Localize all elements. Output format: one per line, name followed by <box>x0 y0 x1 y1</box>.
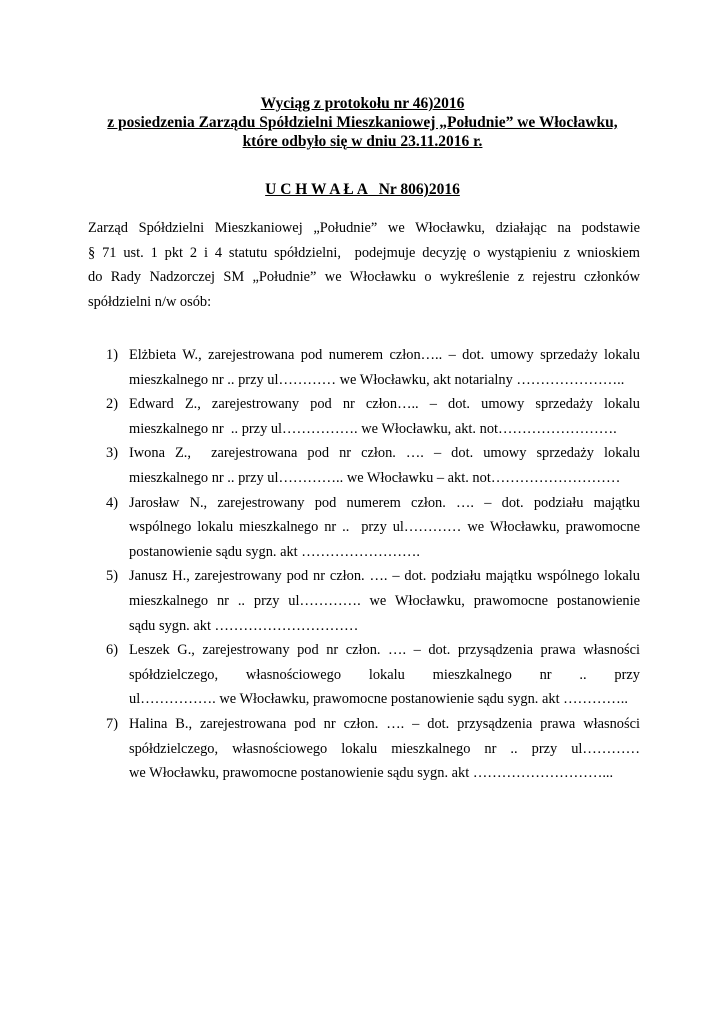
list-item-line: spółdzielczego, własnościowego lokalu mieszkalnego nr .. przy ul………… <box>129 740 640 757</box>
list-item-line: Elżbieta W., zarejestrowana pod numerem człon….. – dot. umowy sprzedaży lokalu <box>129 347 640 363</box>
list-item-number: 3) <box>106 445 118 462</box>
list-item-number: 7) <box>106 715 118 732</box>
document-header <box>60 94 665 151</box>
header-line-3: które odbyło się w dniu 23.11.2016 r. <box>242 133 483 150</box>
list-item-line: postanowienie sądu sygn. akt ……………………. <box>129 543 420 560</box>
list-item-line: mieszkalnego nr .. przy ul…………. we Włocławku, prawomocne postanowienie <box>129 592 640 609</box>
list-item-line: we Włocławku, prawomocne postanowienie sądu sygn. akt ………………………... <box>129 765 614 782</box>
list-item-number: 1) <box>106 347 118 363</box>
list-item <box>98 343 640 392</box>
list-item <box>98 638 640 712</box>
intro-line: do Rady Nadzorczej SM „Południe” we Włocławku o wykreślenie z rejestru członków <box>88 269 640 286</box>
list-item-line: wspólnego lokalu mieszkalnego nr .. przy ul………… we Włocławku, prawomocne <box>129 519 640 536</box>
intro-line: Zarząd Spółdzielni Mieszkaniowej „Południe” we Włocławku, działając na podstawie <box>88 220 640 236</box>
list-item <box>98 392 640 441</box>
list-item <box>98 491 640 565</box>
list-item <box>98 712 640 786</box>
list-item-line: mieszkalnego nr .. przy ul………….. we Włocławku – akt. not……………………… <box>129 469 621 486</box>
resolution-title: U C H W A Ł A Nr 806)2016 <box>265 181 460 198</box>
list-item <box>98 564 640 638</box>
list-item-line: Edward Z., zarejestrowany pod nr człon….. – dot. umowy sprzedaży lokalu <box>129 396 640 413</box>
list-item-line: Halina B., zarejestrowana pod nr człon. …. – dot. przysądzenia prawa własności <box>129 715 640 732</box>
intro-paragraph <box>88 216 640 314</box>
list-item-line: mieszkalnego nr .. przy ul………… we Włocławku, akt notarialny ………………….. <box>129 371 625 388</box>
list-item-line: Jarosław N., zarejestrowany pod numerem człon. …. – dot. podziału majątku <box>129 494 640 511</box>
list-item-number: 5) <box>106 568 118 585</box>
list-item-number: 2) <box>106 396 118 413</box>
intro-line: § 71 ust. 1 pkt 2 i 4 statutu spółdzielni, podejmuje decyzję o wystąpieniu z wnioskiem <box>88 244 640 261</box>
list-item-line: Janusz H., zarejestrowany pod nr człon. …. – dot. podziału majątku wspólnego lokalu <box>129 568 640 585</box>
list-item-line: mieszkalnego nr .. przy ul……………. we Włocławku, akt. not……………………. <box>129 420 617 437</box>
list-item-line: ul……………. we Włocławku, prawomocne postanowienie sądu sygn. akt ………….. <box>129 691 628 708</box>
list-item-line: sądu sygn. akt ………………………… <box>129 617 359 634</box>
intro-line: spółdzielni n/w osób: <box>88 293 212 310</box>
member-list <box>98 343 640 786</box>
header-line-2: z posiedzenia Zarządu Spółdzielni Mieszkaniowej „Południe” we Włocławku, <box>107 114 618 131</box>
list-item-number: 6) <box>106 642 118 659</box>
list-item-line: Iwona Z., zarejestrowana pod nr człon. …. – dot. umowy sprzedaży lokalu <box>129 445 640 462</box>
list-item <box>98 441 640 490</box>
list-item-number: 4) <box>106 494 118 511</box>
header-line-1: Wyciąg z protokołu nr 46)2016 <box>260 95 465 112</box>
list-item-line: Leszek G., zarejestrowany pod nr człon. …. – dot. przysądzenia prawa własności <box>129 642 640 659</box>
list-item-line: spółdzielczego, własnościowego lokalu mieszkalnego nr .. przy <box>129 666 640 683</box>
